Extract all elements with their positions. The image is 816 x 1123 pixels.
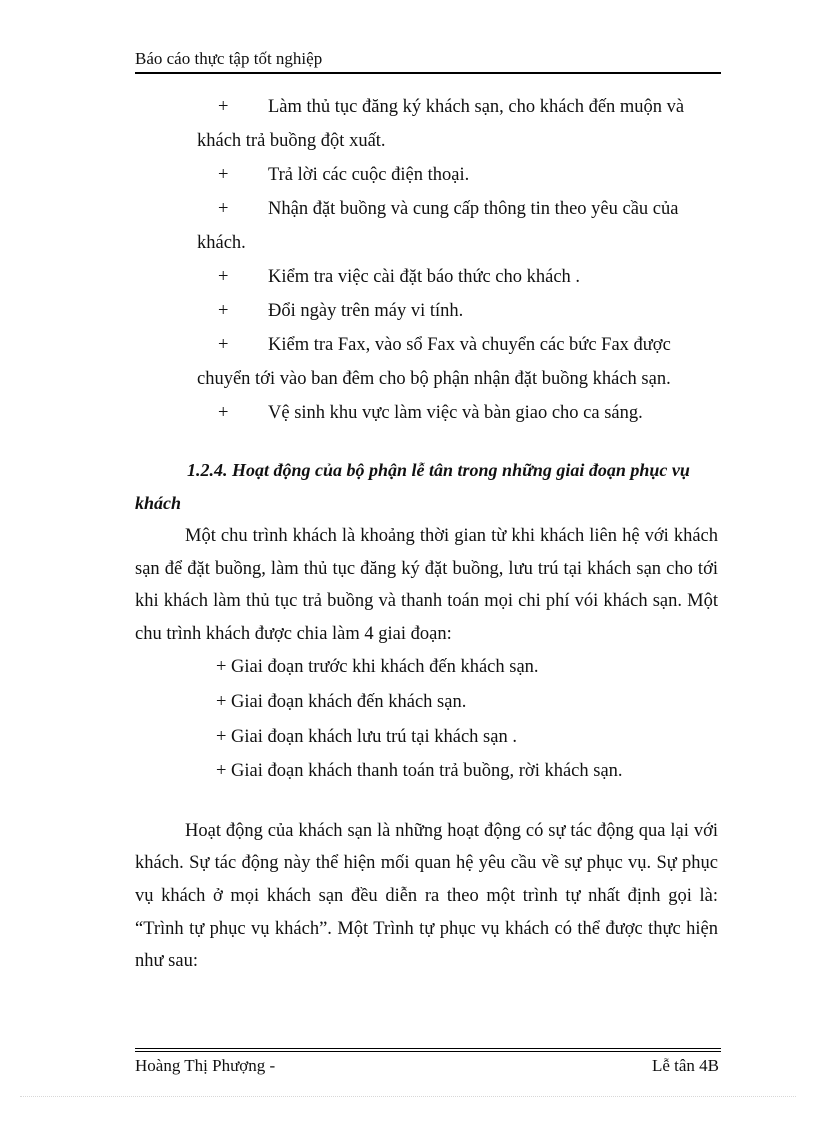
task-item — [135, 328, 718, 362]
task-continuation: khách. — [197, 233, 246, 253]
task-text: Kiểm tra Fax, vào sổ Fax và chuyển các bức Fax được — [268, 335, 671, 355]
page-edge-divider — [20, 1096, 796, 1097]
task-item — [135, 192, 718, 226]
page-header — [135, 48, 721, 74]
task-item — [135, 260, 718, 294]
task-text: Vệ sinh khu vực làm việc và bàn giao cho ca sáng. — [268, 403, 643, 423]
stage-item: + Giai đoạn khách thanh toán trả buồng, rời khách sạn. — [216, 761, 623, 782]
bullet-plus: + — [218, 165, 229, 185]
section-heading: 1.2.4. Hoạt động của bộ phận lễ tân trong những giai đoạn phục vụ khách — [135, 460, 690, 513]
bullet-plus: + — [218, 267, 229, 287]
footer-author: Hoàng Thị Phượng - — [135, 1056, 276, 1075]
task-item — [135, 158, 718, 192]
bullet-plus: + — [218, 97, 229, 117]
task-text: Nhận đặt buồng và cung cấp thông tin theo yêu cầu của — [268, 199, 679, 219]
task-text: Đổi ngày trên máy vi tính. — [268, 301, 464, 321]
task-text: Làm thủ tục đăng ký khách sạn, cho khách đến muộn và — [268, 97, 685, 117]
task-continuation: chuyển tới vào ban đêm cho bộ phận nhận đặt buồng khách sạn. — [197, 369, 671, 389]
task-item — [135, 90, 718, 124]
task-continuation: khách trả buồng đột xuất. — [197, 131, 386, 151]
footer-class: Lễ tân 4B — [651, 1056, 719, 1075]
paragraph-chu-trinh: Một chu trình khách là khoảng thời gian từ khi khách liên hệ với khách sạn để đặt buồng, làm thủ tục đăng ký đặt buồng, lưu trú tại khách sạn cho tới khi khách làm thủ tục trả buồng và thanh toán mọi chi phí vói khách sạn. Một chu trình khách được chia làm 4 giai đoạn: — [135, 526, 718, 644]
bullet-plus: + — [218, 403, 229, 423]
stage-item: + Giai đoạn khách lưu trú tại khách sạn . — [216, 726, 517, 747]
bullet-plus: + — [218, 335, 229, 355]
page-footer — [135, 1055, 719, 1077]
bullet-plus: + — [218, 301, 229, 321]
bullet-plus: + — [218, 199, 229, 219]
task-text: Kiểm tra việc cài đặt báo thức cho khách . — [268, 267, 581, 287]
stage-item: + Giai đoạn khách đến khách sạn. — [216, 691, 467, 712]
paragraph-hoat-dong: Hoạt động của khách sạn là những hoạt động có sự tác động qua lại với khách. Sự tác động này thể hiện mối quan hệ yêu cầu về sự phục vụ. Sự phục vụ khách ở mọi khách sạn đều diễn ra theo một trình tự nhất định gọi là: “Trình tự phục vụ khách”. Một Trình tự phục vụ khách có thể được thực hiện như sau: — [135, 820, 718, 972]
page-content — [135, 90, 718, 978]
task-text: Trả lời các cuộc điện thoại. — [268, 165, 470, 185]
task-item — [135, 294, 718, 328]
spacer — [135, 789, 718, 815]
header-title: Báo cáo thực tập tốt nghiệp — [135, 49, 323, 68]
stage-item: + Giai đoạn trước khi khách đến khách sạn. — [216, 657, 539, 678]
task-item — [135, 396, 718, 430]
footer-rule — [135, 1048, 721, 1052]
